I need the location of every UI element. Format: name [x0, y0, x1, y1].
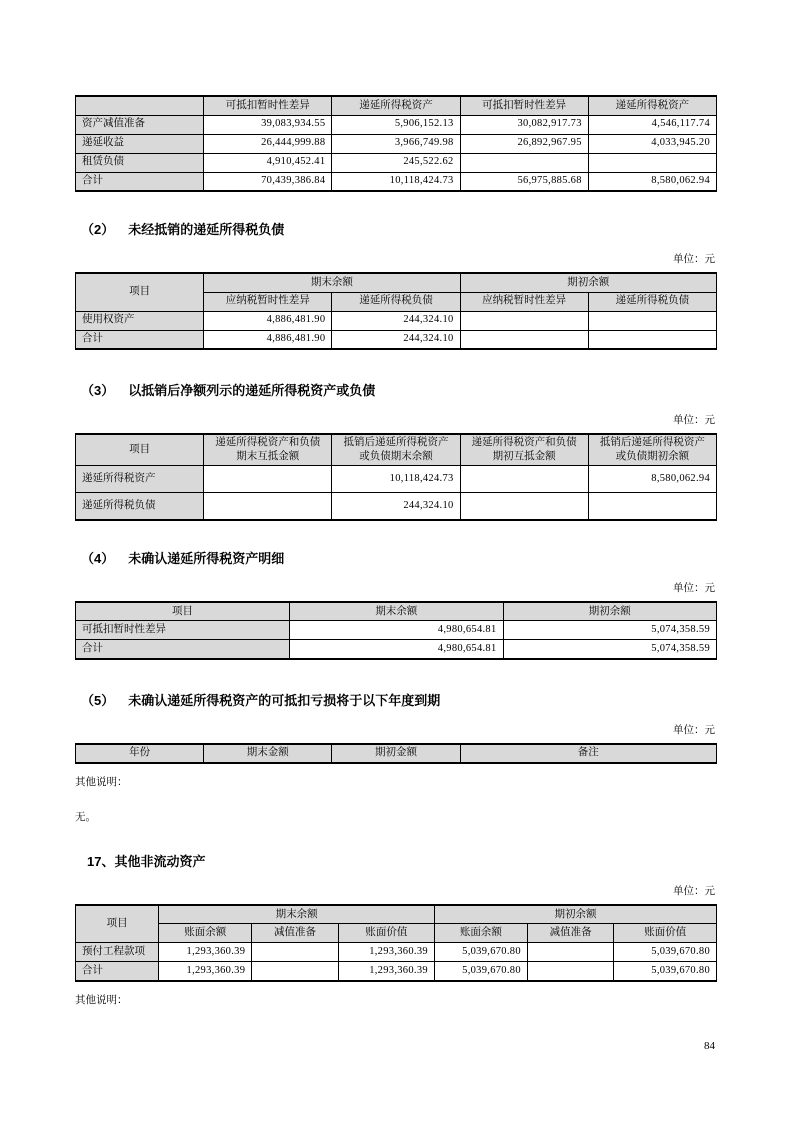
table-cell: 245,522.62 — [332, 153, 460, 172]
unit-label: 单位：元 — [673, 254, 715, 265]
table-total-row — [76, 330, 717, 349]
row-label: 合计 — [76, 962, 159, 981]
column-header: 抵销后递延所得税资产或负债期末余额 — [332, 434, 460, 466]
column-header: 项目 — [76, 434, 204, 466]
column-header: 项目 — [76, 905, 159, 943]
table-subheader-row — [76, 924, 717, 943]
section-heading-2 — [81, 219, 717, 238]
table-total-row — [76, 172, 717, 191]
column-header: 期初余额 — [503, 602, 716, 621]
table-cell: 4,886,481.90 — [204, 330, 332, 349]
column-header: 可抵扣暂时性差异 — [204, 96, 332, 115]
column-group-header: 期初余额 — [460, 273, 716, 292]
other-notes-label: 其他说明： — [75, 994, 128, 1006]
table-row — [76, 115, 717, 134]
table-cell: 244,324.10 — [332, 330, 460, 349]
table-cell — [460, 311, 588, 330]
table-cell: 39,083,934.55 — [204, 115, 332, 134]
table-cell: 1,293,360.39 — [159, 943, 252, 962]
unit-label: 单位：元 — [673, 885, 715, 897]
unoffset-deferred-tax-liabilities-table — [75, 272, 717, 350]
section-number: （2） — [81, 222, 115, 237]
none-text: 无。 — [75, 811, 96, 823]
section-heading-3 — [81, 380, 717, 399]
table-row — [76, 621, 717, 640]
column-group-header: 期末余额 — [204, 273, 460, 292]
column-header: 账面价值 — [614, 924, 717, 943]
column-header — [76, 96, 204, 115]
table-cell: 30,082,917.73 — [460, 115, 588, 134]
table-cell — [460, 153, 588, 172]
column-header: 递延所得税资产 — [588, 96, 716, 115]
column-header: 递延所得税资产和负债期初互抵金额 — [460, 434, 588, 466]
table-cell: 26,444,999.88 — [204, 134, 332, 153]
row-label: 合计 — [76, 172, 204, 191]
table-header-row — [76, 434, 717, 466]
deferred-tax-assets-continued-table — [75, 95, 717, 192]
section-title: 17、其他非流动资产 — [87, 853, 206, 869]
table-cell: 1,293,360.39 — [159, 962, 252, 981]
column-header: 账面价值 — [338, 924, 434, 943]
unrecognized-deferred-tax-assets-table — [75, 601, 717, 660]
table-cell: 5,906,152.13 — [332, 115, 460, 134]
section-title: 未确认递延所得税资产的可抵扣亏损将于以下年度到期 — [128, 692, 441, 708]
other-notes-label: 其他说明： — [75, 776, 128, 788]
column-header: 递延所得税资产 — [332, 96, 460, 115]
column-header: 抵销后递延所得税资产或负债期初余额 — [588, 434, 716, 466]
section-number: （3） — [81, 383, 115, 398]
table-cell — [460, 330, 588, 349]
table-cell: 244,324.10 — [332, 493, 460, 520]
unit-label: 单位：元 — [673, 724, 715, 736]
net-deferred-tax-table — [75, 433, 717, 521]
table-cell: 8,580,062.94 — [588, 172, 716, 191]
table-row — [76, 493, 717, 520]
table-cell: 244,324.10 — [332, 311, 460, 330]
table-header-row — [76, 96, 717, 115]
table-cell — [588, 311, 716, 330]
row-label: 预付工程款项 — [76, 943, 159, 962]
row-label: 递延所得税负债 — [76, 493, 204, 520]
table-cell: 5,074,358.59 — [503, 640, 716, 659]
table-cell: 10,118,424.73 — [332, 466, 460, 493]
table-cell: 5,039,670.80 — [614, 943, 717, 962]
row-label: 合计 — [76, 640, 290, 659]
unit-label: 单位：元 — [673, 415, 715, 426]
column-header: 期末金额 — [204, 744, 332, 763]
row-label: 递延所得税资产 — [76, 466, 204, 493]
table-cell: 3,966,749.98 — [332, 134, 460, 153]
table-cell: 1,293,360.39 — [338, 943, 434, 962]
row-label: 递延收益 — [76, 134, 204, 153]
row-label: 使用权资产 — [76, 311, 204, 330]
table-cell: 5,039,670.80 — [614, 962, 717, 981]
column-header: 递延所得税负债 — [332, 292, 460, 311]
section-number: （5） — [81, 692, 115, 708]
table-header-row — [76, 602, 717, 621]
table-cell: 8,580,062.94 — [588, 466, 716, 493]
table-cell: 5,039,670.80 — [434, 943, 527, 962]
column-group-header: 期末余额 — [159, 905, 435, 924]
table-cell: 4,910,452.41 — [204, 153, 332, 172]
table-cell: 4,886,481.90 — [204, 311, 332, 330]
table-cell: 4,980,654.81 — [290, 640, 503, 659]
table-cell: 4,033,945.20 — [588, 134, 716, 153]
column-header: 备注 — [460, 744, 716, 763]
table-row — [76, 134, 717, 153]
row-label: 可抵扣暂时性差异 — [76, 621, 290, 640]
section-heading-17 — [87, 851, 717, 870]
table-header-row — [76, 905, 717, 924]
deductible-losses-expiry-table — [75, 743, 717, 764]
column-header: 递延所得税资产和负债期末互抵金额 — [204, 434, 332, 466]
table-cell — [460, 493, 588, 520]
column-header: 账面余额 — [434, 924, 527, 943]
page-number: 84 — [704, 1040, 715, 1052]
table-row — [76, 153, 717, 172]
column-header: 期初金额 — [332, 744, 460, 763]
table-cell: 10,118,424.73 — [332, 172, 460, 191]
section-title: 未确认递延所得税资产明细 — [128, 550, 285, 566]
table-cell — [252, 943, 339, 962]
table-cell — [527, 962, 614, 981]
row-label: 资产减值准备 — [76, 115, 204, 134]
table-cell — [204, 493, 332, 520]
table-cell — [460, 466, 588, 493]
table-cell — [527, 943, 614, 962]
column-header: 应纳税暂时性差异 — [204, 292, 332, 311]
table-cell — [588, 153, 716, 172]
section-heading-5 — [81, 690, 717, 709]
table-cell: 5,039,670.80 — [434, 962, 527, 981]
table-header-row — [76, 744, 717, 763]
column-header: 可抵扣暂时性差异 — [460, 96, 588, 115]
table-cell: 70,439,386.84 — [204, 172, 332, 191]
table-cell: 56,975,885.68 — [460, 172, 588, 191]
column-header: 减值准备 — [527, 924, 614, 943]
column-header: 应纳税暂时性差异 — [460, 292, 588, 311]
column-header: 账面余额 — [159, 924, 252, 943]
section-heading-4 — [81, 548, 717, 567]
column-header: 减值准备 — [252, 924, 339, 943]
table-cell — [204, 466, 332, 493]
table-cell: 5,074,358.59 — [503, 621, 716, 640]
table-total-row — [76, 962, 717, 981]
column-header: 期末余额 — [290, 602, 503, 621]
column-header: 项目 — [76, 273, 204, 311]
table-cell — [588, 493, 716, 520]
table-cell: 1,293,360.39 — [338, 962, 434, 981]
column-group-header: 期初余额 — [434, 905, 716, 924]
other-noncurrent-assets-table — [75, 904, 717, 982]
column-header: 项目 — [76, 602, 290, 621]
table-row — [76, 943, 717, 962]
table-cell: 26,892,967.95 — [460, 134, 588, 153]
table-cell — [588, 330, 716, 349]
section-number: （4） — [81, 550, 115, 566]
unit-label: 单位：元 — [673, 582, 715, 594]
row-label: 合计 — [76, 330, 204, 349]
column-header: 年份 — [76, 744, 204, 763]
table-cell: 4,980,654.81 — [290, 621, 503, 640]
table-cell: 4,546,117.74 — [588, 115, 716, 134]
table-header-row — [76, 273, 717, 292]
row-label: 租赁负债 — [76, 153, 204, 172]
table-row — [76, 466, 717, 493]
table-cell — [252, 962, 339, 981]
table-row — [76, 311, 717, 330]
table-total-row — [76, 640, 717, 659]
column-header: 递延所得税负债 — [588, 292, 716, 311]
section-title: 以抵销后净额列示的递延所得税资产或负债 — [128, 383, 376, 398]
section-title: 未经抵销的递延所得税负债 — [128, 222, 285, 237]
